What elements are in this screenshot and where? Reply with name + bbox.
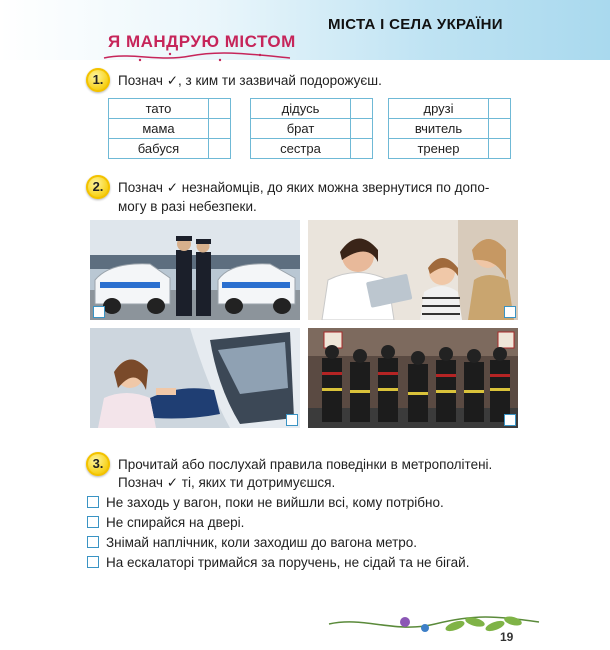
page-number: 19 <box>500 630 514 644</box>
rule-checkbox[interactable] <box>87 496 99 508</box>
rule-text: На ескалаторі тримайся за поручень, не сідай та не бігай. <box>106 555 470 570</box>
header-band <box>0 0 610 60</box>
word-table-1 <box>108 98 231 159</box>
photo-checkbox[interactable] <box>286 414 298 426</box>
photo-doctor-with-child <box>308 220 518 320</box>
word-cell: бабуся <box>109 139 209 159</box>
task-2-instruction-line1: Познач ✓ незнайомців, до яких можна звернутися по допо- <box>118 180 490 195</box>
word-cell: тато <box>109 99 209 119</box>
rule-checkbox[interactable] <box>87 556 99 568</box>
checkbox-cell[interactable] <box>209 99 231 119</box>
photo-checkbox[interactable] <box>93 306 105 318</box>
checkbox-cell[interactable] <box>351 119 373 139</box>
rule-item <box>87 534 417 552</box>
word-cell: друзі <box>389 99 489 119</box>
photo-police-officers <box>90 220 300 320</box>
task-3-instruction-line2: Познач ✓ ті, яких ти дотримуєшся. <box>118 475 336 490</box>
rule-item <box>87 494 444 512</box>
word-cell: брат <box>251 119 351 139</box>
title-underline-flourish <box>100 50 300 64</box>
photo-checkbox[interactable] <box>504 414 516 426</box>
photo-firefighters <box>308 328 518 428</box>
checkbox-cell[interactable] <box>209 119 231 139</box>
page-header-title: МІСТА І СЕЛА УКРАЇНИ <box>328 16 503 33</box>
word-cell: дідусь <box>251 99 351 119</box>
task-3-instruction-line1: Прочитай або послухай правила поведінки в метрополітені. <box>118 457 493 472</box>
word-cell: вчитель <box>389 119 489 139</box>
section-title: Я МАНДРУЮ МІСТОМ <box>108 32 296 51</box>
word-table-2 <box>250 98 373 159</box>
task-number-1: 1. <box>86 68 110 92</box>
photo-checkbox[interactable] <box>504 306 516 318</box>
rule-item <box>87 554 469 572</box>
checkbox-cell[interactable] <box>351 139 373 159</box>
rule-text: Знімай наплічник, коли заходиш до вагона метро. <box>106 535 418 550</box>
word-table-3 <box>388 98 511 159</box>
rule-text: Не заходь у вагон, поки не вийшли всі, кому потрібно. <box>106 495 444 510</box>
task-number-3: 3. <box>86 452 110 476</box>
word-cell: мама <box>109 119 209 139</box>
task-number-2: 2. <box>86 175 110 199</box>
checkbox-cell[interactable] <box>489 99 511 119</box>
word-cell: сестра <box>251 139 351 159</box>
checkbox-cell[interactable] <box>489 119 511 139</box>
photo-girl-at-car <box>90 328 300 428</box>
rule-checkbox[interactable] <box>87 536 99 548</box>
checkbox-cell[interactable] <box>351 99 373 119</box>
rule-checkbox[interactable] <box>87 516 99 528</box>
word-cell: тренер <box>389 139 489 159</box>
checkbox-cell[interactable] <box>489 139 511 159</box>
task-1-instruction: Познач ✓, з ким ти зазвичай подорожуєш. <box>118 73 382 88</box>
task-2-instruction-line2: могу в разі небезпеки. <box>118 199 257 214</box>
rule-item <box>87 514 244 532</box>
rule-text: Не спирайся на двері. <box>106 515 245 530</box>
checkbox-cell[interactable] <box>209 139 231 159</box>
